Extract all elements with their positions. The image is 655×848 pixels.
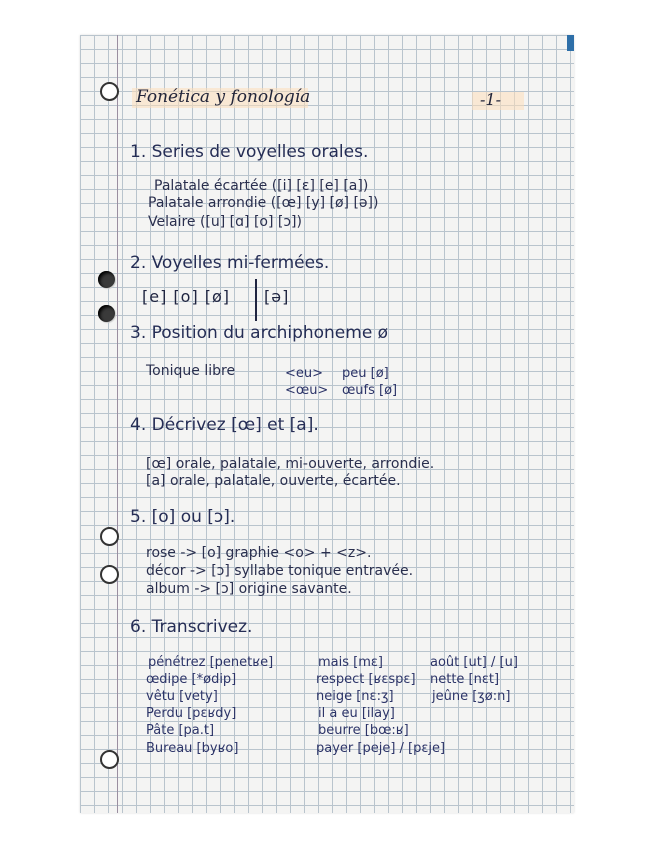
notebook-page (80, 35, 574, 813)
binder-hole (98, 305, 115, 322)
transcription-item: vêtu [vety] (146, 689, 218, 704)
page-edge-tab (567, 35, 574, 51)
section-2-heading: 2. Voyelles mi-fermées. (130, 253, 330, 273)
margin-line (117, 35, 118, 813)
transcription-item: pénétrez [penetʁe] (148, 655, 274, 670)
divider-line (255, 279, 257, 321)
transcription-item: payer [peje] / [pɛje] (316, 741, 446, 756)
section-5-line: album -> [ɔ] origine savante. (146, 581, 352, 597)
transcription-item: Pâte [pa.t] (146, 723, 215, 738)
section-1-line: Velaire ([u] [ɑ] [o] [ɔ]) (148, 214, 302, 230)
section-4-line: [a] orale, palatale, ouverte, écartée. (146, 473, 401, 489)
transcription-item: Perdu [pɛʁdy] (146, 706, 237, 721)
section-3-form: <œu> (285, 383, 329, 398)
section-1-line: Palatale écartée ([i] [ɛ] [e] [a]) (154, 178, 369, 194)
transcription-item: respect [ʁɛspɛ] (316, 672, 416, 687)
section-1-line: Palatale arrondie ([œ] [y] [ø] [ə]) (148, 195, 379, 211)
transcription-item: nette [nɛt] (430, 672, 500, 687)
transcription-item: neige [nɛ:ʒ] (316, 689, 394, 704)
section-3-form: <eu> (285, 366, 324, 381)
page-title: Fonética y fonología (136, 87, 311, 107)
section-5-line: rose -> [o] graphie <o> + <z>. (146, 545, 372, 561)
binder-hole (100, 565, 119, 584)
transcription-item: jeûne [ʒø:n] (432, 689, 511, 704)
section-3-example: œufs [ø] (342, 383, 398, 398)
binder-hole (100, 82, 119, 101)
section-1-heading: 1. Series de voyelles orales. (130, 142, 369, 162)
page-number: -1- (480, 90, 501, 109)
section-3-example: peu [ø] (342, 366, 389, 381)
section-4-heading: 4. Décrivez [œ] et [a]. (130, 415, 319, 435)
section-3-heading: 3. Position du archiphoneme ø (130, 323, 389, 343)
section-3-label: Tonique libre (146, 363, 236, 379)
section-2-vowels-left: [e] [o] [ø] (142, 287, 231, 306)
section-2-vowels-right: [ə] (264, 287, 290, 306)
section-4-line: [œ] orale, palatale, mi-ouverte, arrondie. (146, 456, 435, 472)
transcription-item: mais [mɛ] (318, 655, 383, 670)
binder-hole (98, 271, 115, 288)
transcription-item: août [ut] / [u] (430, 655, 518, 670)
section-5-line: décor -> [ɔ] syllabe tonique entravée. (146, 563, 414, 579)
transcription-item: beurre [bœ:ʁ] (318, 723, 409, 738)
section-5-heading: 5. [o] ou [ɔ]. (130, 507, 236, 527)
transcription-item: il a eu [ilay] (318, 706, 395, 721)
binder-hole (100, 750, 119, 769)
transcription-item: œdipe [*ødip] (146, 672, 237, 687)
section-6-heading: 6. Transcrivez. (130, 617, 253, 637)
transcription-item: Bureau [byʁo] (146, 741, 239, 756)
binder-hole (100, 527, 119, 546)
